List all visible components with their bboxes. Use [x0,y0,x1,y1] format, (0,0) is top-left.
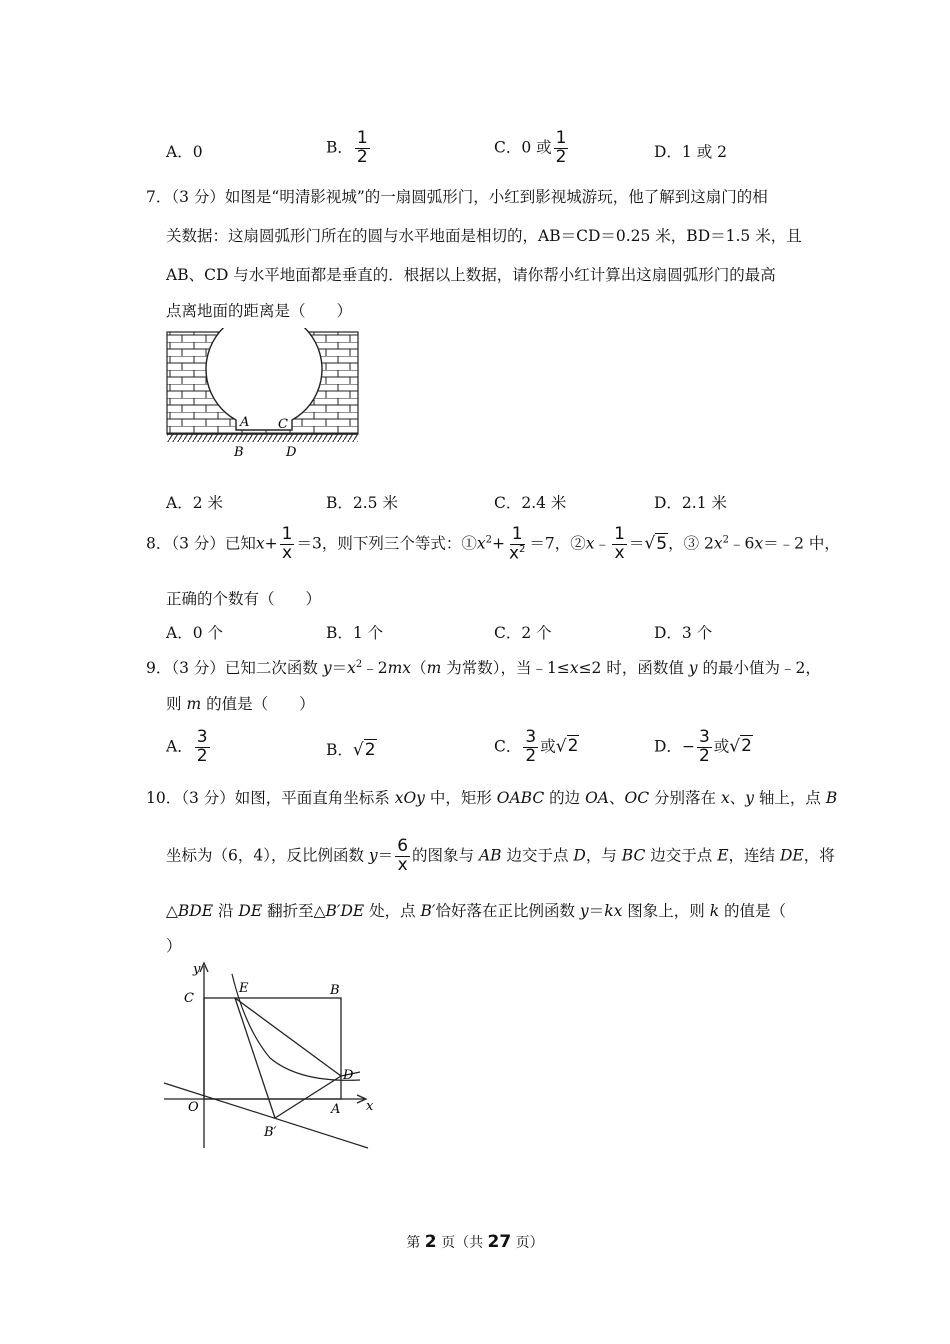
frac-den [507,545,527,564]
text: ，将 [803,846,835,865]
text: 或 [713,737,730,756]
q9-line-2 [166,692,315,714]
text: 轴上，点 [753,789,826,807]
text: ＝ [331,659,348,677]
q6-option-b [326,130,372,167]
frac-num: 1 [511,524,523,544]
radicand: 2 [364,740,376,760]
fraction [697,729,712,766]
q8-line-2: 正确的个数有（ ） [166,590,322,608]
text: ﹣2 [362,659,388,677]
q6-option-c-fraction [554,130,569,167]
text: ﹣ [594,534,611,553]
text: 恰好落在正比例函数 [435,902,580,920]
frac-num: 1 [555,128,567,148]
var: y [322,659,332,677]
q7-option-d: D．2.1 米 [654,494,728,512]
text: ＝ [628,534,645,553]
frac-num: 3 [196,727,208,747]
fraction [280,526,295,563]
q8-option-a: A．0 个 [166,624,223,642]
exponent: 2 [355,658,363,670]
exponent: 2 [519,543,526,555]
text: 边交于点 [645,846,718,865]
fig-label-a: A [240,415,250,430]
var: B′DE [325,902,365,920]
text: 中，矩形 [424,789,497,807]
fig-label-d: D [343,1068,354,1083]
q7-line-1: 7．（3 分）如图是“明清影视城”的一扇圆弧形门，小红到影视城游玩，他了解到这扇门的相 [146,188,768,206]
q9-option-a [166,729,212,766]
frac-den: x [282,543,293,564]
q9-line-1 [146,656,821,678]
var: x [347,659,356,677]
text: 的图象与 [412,846,479,865]
q10-coordinate-figure [160,958,390,1153]
var: m [186,695,202,713]
text: 页） [511,1235,544,1251]
frac-den: x [397,854,408,875]
sqrt: √2 [555,736,579,757]
fig-label-b: B [234,445,244,460]
fraction [195,729,210,766]
text: ＝3，则下列三个等式：① [296,534,477,553]
radicand: 5 [656,533,668,554]
fig-label-o: O [188,1100,199,1115]
q6-option-b-fraction [355,130,370,167]
var: xOy [394,789,425,807]
var: mx [387,659,412,677]
var: E [717,846,729,865]
text: 的值是（ ） [201,695,315,713]
total-pages: 27 [487,1232,512,1252]
fig-label-b-prime: B′ [264,1125,277,1140]
q6-option-b-prefix: B． [326,138,353,157]
frac-den-x: x [508,543,520,564]
radicand: 2 [741,736,752,757]
var: y [745,789,754,807]
q10-line-2 [166,838,835,875]
q9-option-d [654,729,753,766]
text: 分别落在 [649,789,721,807]
fig-label-e: E [239,981,249,996]
text: 为常数），当﹣1≤ [441,659,570,677]
q8-option-b: B．1 个 [326,624,384,642]
q10-line-3 [166,899,786,921]
text: A． [166,737,193,756]
text: + [264,534,278,553]
var: D [573,846,586,865]
var: B′ [420,902,436,920]
var: B [825,789,838,807]
frac-num: 6 [397,836,409,856]
text: D． [654,737,682,756]
sqrt: √5 [644,533,668,554]
var-x: x [754,534,764,553]
var: x [569,659,579,677]
var: k [709,902,720,920]
text: ＝ [377,846,394,865]
text: 8．（3 分）已知 [146,534,256,553]
q9-option-b [326,738,377,760]
text: 页（共 [436,1235,488,1251]
text: 10．（3 分）如图，平面直角坐标系 [146,789,395,807]
var: OABC [496,789,545,807]
text: ≤2 时，函数值 [578,659,689,677]
text: 坐标为（6，4），反比例函数 [166,846,369,865]
var: kx [604,902,623,920]
text: 则 [166,695,187,713]
frac-den: x [614,543,625,564]
page-footer [0,1232,950,1252]
var-x: x [585,534,595,553]
q6-option-c [494,130,570,167]
q7-arch-door-figure [164,328,364,460]
fig-label-c: C [278,417,288,432]
text: 的最小值为﹣2， [697,659,821,677]
var: DE [238,902,263,920]
radicand: 2 [567,736,579,757]
text: 、 [609,789,625,807]
var: m [426,659,442,677]
text: 图象上，则 [622,902,710,920]
text: ，连结 [728,846,780,865]
text: 沿 [213,902,239,920]
var: AB [478,846,502,865]
text: △ [166,902,178,920]
q8-line-1 [146,526,840,563]
var: DE [779,846,804,865]
text: 翻折至△ [262,902,326,920]
var: BDE [177,902,214,920]
frac-den: 2 [525,745,537,766]
var: y [368,846,378,865]
text: + [491,534,505,553]
frac-num: 3 [525,727,537,747]
fraction [523,729,538,766]
text: − [681,737,695,756]
fig-label-a: A [331,1102,341,1117]
page-number: 2 [424,1232,437,1252]
q8-option-d: D．3 个 [654,624,713,642]
text: 边交于点 [501,846,574,865]
text: C． [494,737,522,756]
q6-option-a: A．0 [166,143,203,161]
fig-label-y: y [193,962,201,977]
text: ＝ [588,902,605,920]
text: 、 [729,789,746,807]
q6-option-d: D．1 或 2 [654,143,728,161]
text: 或 [540,737,556,756]
frac-den: 2 [555,146,567,167]
text: 处，点 [364,902,421,920]
text: ，与 [585,846,622,865]
fraction [395,838,410,875]
var: y [579,902,589,920]
exponent: 2 [722,534,729,546]
fig-label-c: C [184,991,194,1006]
text: ＝﹣2 中， [763,534,840,553]
frac-den: 2 [698,745,710,766]
var-x: x [713,534,723,553]
q10-line-4: ） [166,937,182,955]
frac-num: 1 [356,128,368,148]
var-x: x [476,534,486,553]
q8-option-c: C．2 个 [494,624,552,642]
q6-option-c-prefix: C．0 或 [494,138,552,157]
text: ﹣6 [729,534,755,553]
var: x [720,789,730,807]
q9-option-c [494,729,579,766]
q7-option-a: A．2 米 [166,494,223,512]
text: B． [326,741,353,759]
text: ＝7，② [529,534,586,553]
fig-label-d: D [286,445,297,460]
exponent: 2 [485,534,492,546]
var-x: x [255,534,265,553]
frac-num: 1 [281,524,293,545]
frac-num: 3 [698,727,710,747]
fig-label-b: B [330,983,340,998]
q7-line-2: 关数据：这扇圆弧形门所在的圆与水平地面是相切的，AB＝CD＝0.25 米，BD＝1.5 米，且 [166,227,802,245]
q7-option-c: C．2.4 米 [494,494,567,512]
frac-num: 1 [614,524,625,545]
q7-option-b: B．2.5 米 [326,494,398,512]
text: （ [411,659,427,677]
frac-den: 2 [356,146,368,167]
q7-line-3: AB、CD 与水平地面都是垂直的．根据以上数据，请你帮小红计算出这扇圆弧形门的最高 [166,266,776,284]
var: BC [621,846,646,865]
text: 第 [406,1235,425,1251]
var: OC [624,789,650,807]
text: ，③ 2 [668,534,714,553]
text: 的值是（ [719,902,787,920]
q7-line-4: 点离地面的距离是（ ） [166,302,353,320]
fig-label-x: x [366,1099,374,1114]
var: y [688,659,698,677]
sqrt: √2 [352,740,376,760]
frac-den: 2 [196,745,208,766]
q10-line-1 [146,786,837,808]
fraction [507,526,527,563]
var: OA [585,789,609,807]
sqrt: √2 [729,736,752,757]
text: 的边 [544,789,586,807]
fraction [612,526,627,563]
text: 9．（3 分）已知二次函数 [146,659,323,677]
